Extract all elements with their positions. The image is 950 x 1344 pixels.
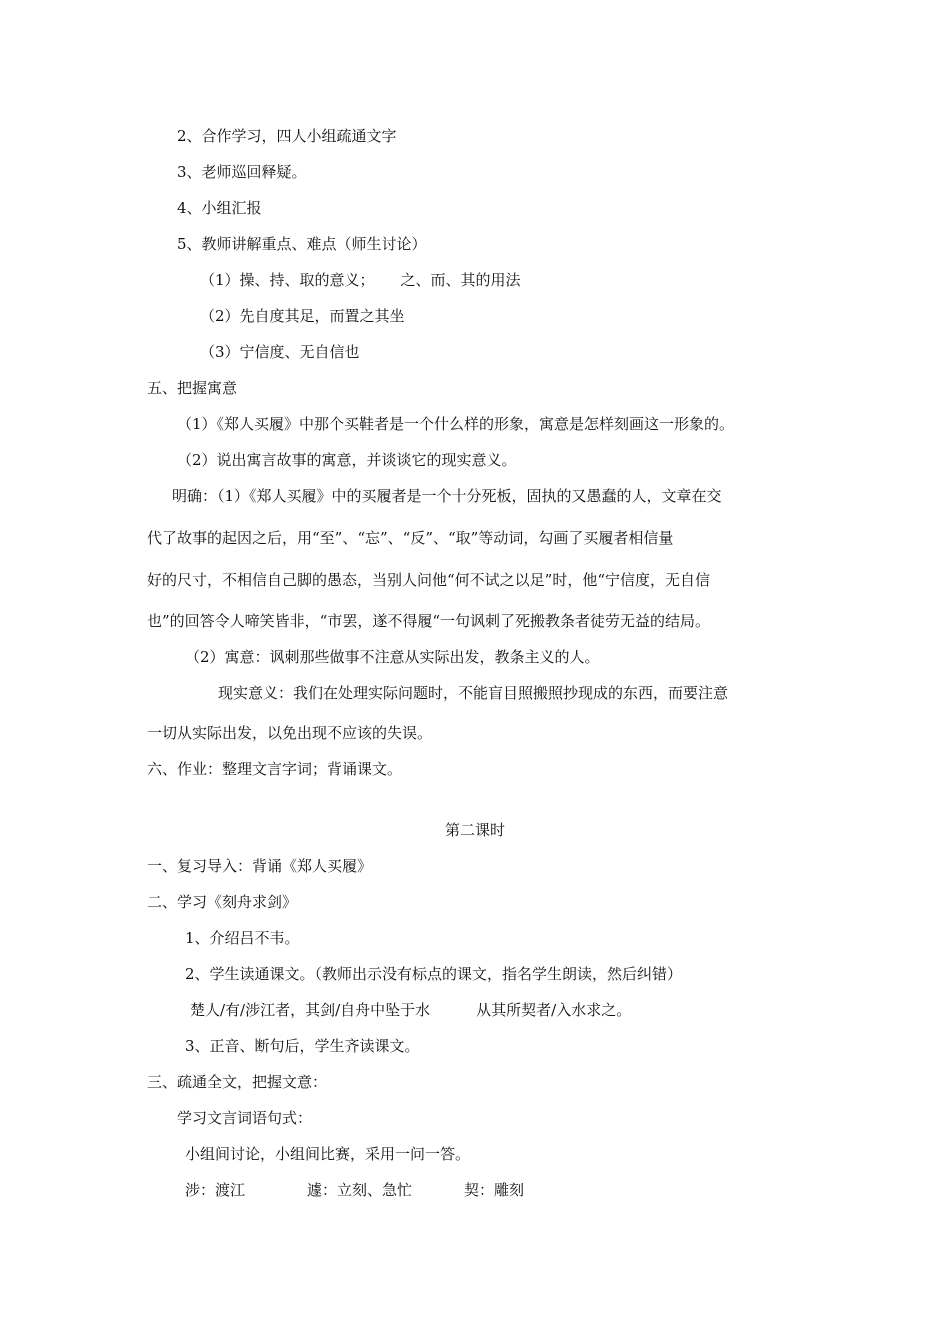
section-3-method: 小组间讨论，小组间比赛，采用一问一答。	[185, 1145, 471, 1163]
answer-line-3: 好的尺寸，不相信自己脚的愚态，当别人问他“何不试之以足”时，他“宁信度，无自信	[147, 571, 711, 589]
answer-line-2: 代了故事的起因之后，用“至”、“忘”、“反”、“取”等动词，勾画了买履者相信量	[147, 529, 674, 547]
answer-line-1: 明确：（1）《郑人买履》中的买履者是一个十分死板，固执的又愚蠢的人，文章在交	[172, 487, 722, 505]
glossary-item: 涉：渡江	[185, 1181, 246, 1199]
question-1: （1）《郑人买履》中那个买鞋者是一个什么样的形象，寓意是怎样刻画这一形象的。	[177, 415, 735, 433]
glossary-line	[185, 1180, 524, 1200]
reading-break-part-1: 楚人/有/涉江者，其剑/自舟中坠于水	[190, 1001, 431, 1019]
item-2: 2、学生读通课文。（教师出示没有标点的课文，指名学生朗读，然后纠错）	[185, 965, 683, 983]
point-1-usage: 之、而、其的用法	[400, 271, 521, 289]
glossary-item: 遽：立刻、急忙	[307, 1181, 413, 1199]
section-3-heading: 三、疏通全文，把握文意：	[147, 1073, 328, 1091]
step-5: 5、教师讲解重点、难点（师生讨论）	[177, 235, 427, 253]
item-3: 3、正音、断句后，学生齐读课文。	[185, 1037, 420, 1055]
reality-line-1: 现实意义：我们在处理实际问题时，不能盲目照搬照抄现成的东西，而要注意	[218, 684, 729, 702]
moral: （2）寓意：讽刺那些做事不注意从实际出发，教条主义的人。	[185, 648, 600, 666]
item-1: 1、介绍吕不韦。	[185, 929, 300, 947]
homework: 六、作业：整理文言字词；背诵课文。	[147, 760, 403, 778]
review-intro: 一、复习导入：背诵《郑人买履》	[147, 857, 373, 875]
step-3: 3、老师巡回释疑。	[177, 163, 307, 181]
reading-break-part-2: 从其所契者/入水求之。	[476, 1001, 632, 1019]
section-3-subheading: 学习文言词语句式：	[177, 1109, 313, 1127]
glossary-item: 契：雕刻	[464, 1181, 525, 1199]
step-4: 4、小组汇报	[177, 199, 262, 217]
point-1-meaning: （1）操、持、取的意义；	[200, 271, 375, 289]
step-2: 2、合作学习，四人小组疏通文字	[177, 127, 397, 145]
answer-line-4: 也”的回答令人啼笑皆非，“市罢，遂不得履“一句讽刺了死搬教条者徒劳无益的结局。	[147, 612, 711, 630]
learn-text: 二、学习《刻舟求剑》	[147, 893, 298, 911]
point-2: （2）先自度其足，而置之其坐	[200, 307, 405, 325]
reality-line-2: 一切从实际出发，以免出现不应该的失误。	[147, 724, 433, 742]
point-3: （3）宁信度、无自信也	[200, 343, 360, 361]
question-2: （2）说出寓言故事的寓意，并谈谈它的现实意义。	[177, 451, 517, 469]
lesson-2-title: 第二课时	[444, 821, 505, 839]
reading-break	[190, 1000, 631, 1020]
point-1	[200, 270, 521, 290]
section-5-heading: 五、把握寓意	[147, 379, 238, 397]
